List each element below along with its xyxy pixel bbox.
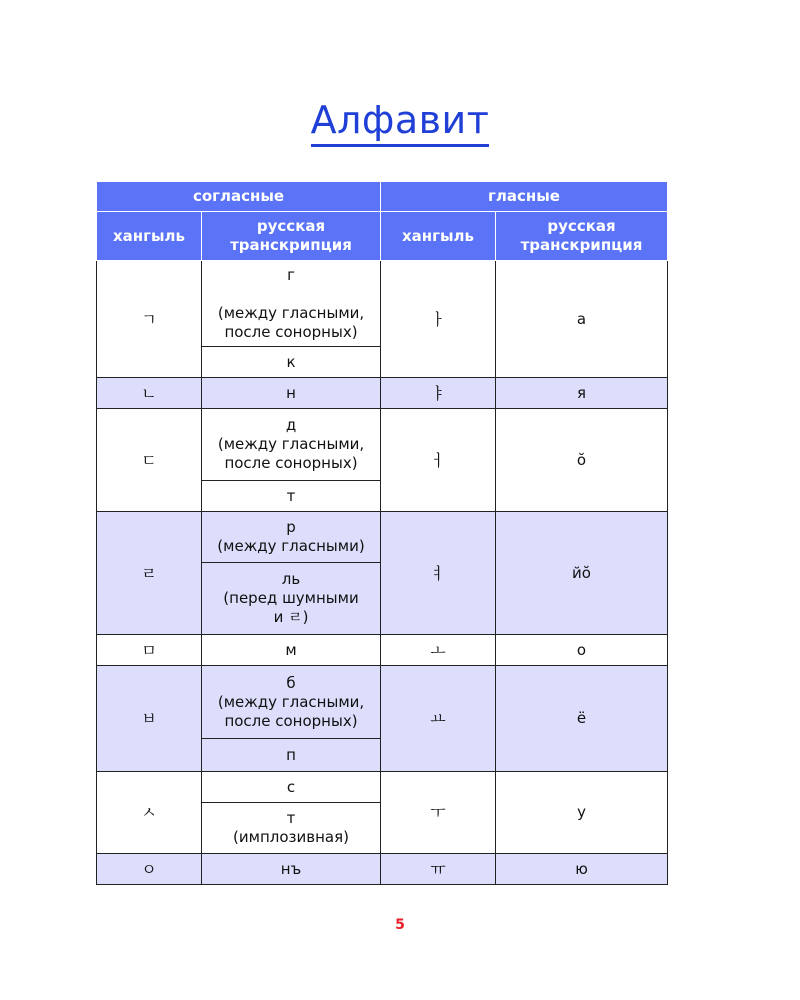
- vowel-cell: ㅠ: [381, 854, 496, 885]
- table-row: [97, 512, 668, 563]
- vowel-cell: ㅑ: [381, 378, 496, 409]
- consonant-cell: ㄹ: [97, 512, 202, 635]
- consonant-transcription: ль (перед шумными и ㄹ): [202, 563, 381, 635]
- table-row: [97, 854, 668, 885]
- table-row: [97, 378, 668, 409]
- table-row: [97, 772, 668, 803]
- vowel-cell: ㅜ: [381, 772, 496, 854]
- consonant-transcription: т: [202, 481, 381, 512]
- consonant-transcription: н: [202, 378, 381, 409]
- vowel-cell: ㅕ: [381, 512, 496, 635]
- page-number: 5: [395, 917, 405, 933]
- page-title-wrap: [0, 98, 800, 147]
- consonant-cell: ㅂ: [97, 666, 202, 772]
- vowel-transcription: а: [496, 261, 668, 378]
- consonant-transcription: г (между гласными, после сонорных): [202, 261, 381, 347]
- table-row: [97, 666, 668, 739]
- vowel-cell: ㅓ: [381, 409, 496, 512]
- vowel-cell: ㅏ: [381, 261, 496, 378]
- header-vowels: гласные: [381, 182, 668, 212]
- vowel-transcription: я: [496, 378, 668, 409]
- table-row: [97, 261, 668, 347]
- header-hangul-vowels: хангыль: [381, 212, 496, 261]
- consonant-transcription: р (между гласными): [202, 512, 381, 563]
- consonant-cell: ㅅ: [97, 772, 202, 854]
- vowel-transcription: ю: [496, 854, 668, 885]
- consonant-cell: ㄱ: [97, 261, 202, 378]
- header-consonants: согласные: [97, 182, 381, 212]
- consonant-transcription: п: [202, 739, 381, 772]
- consonant-transcription: м: [202, 635, 381, 666]
- vowel-transcription: у: [496, 772, 668, 854]
- consonant-transcription: нъ: [202, 854, 381, 885]
- consonant-cell: ㅇ: [97, 854, 202, 885]
- consonant-transcription: б (между гласными, после сонорных): [202, 666, 381, 739]
- vowel-transcription: йŏ: [496, 512, 668, 635]
- alphabet-table: [96, 181, 668, 885]
- consonant-transcription: с: [202, 772, 381, 803]
- vowel-cell: ㅛ: [381, 666, 496, 772]
- consonant-transcription: к: [202, 347, 381, 378]
- vowel-transcription: о: [496, 635, 668, 666]
- consonant-cell: ㅁ: [97, 635, 202, 666]
- page-title: Алфавит: [311, 98, 490, 147]
- table-row: [97, 635, 668, 666]
- consonant-transcription: т (имплозивная): [202, 803, 381, 854]
- header-hangul-consonants: хангыль: [97, 212, 202, 261]
- vowel-cell: ㅗ: [381, 635, 496, 666]
- vowel-transcription: ŏ: [496, 409, 668, 512]
- header-transcription-vowels: русская транскрипция: [496, 212, 668, 261]
- vowel-transcription: ё: [496, 666, 668, 772]
- consonant-cell: ㄴ: [97, 378, 202, 409]
- table-row: [97, 409, 668, 481]
- header-transcription-consonants: русская транскрипция: [202, 212, 381, 261]
- consonant-cell: ㄷ: [97, 409, 202, 512]
- consonant-transcription: д (между гласными, после сонорных): [202, 409, 381, 481]
